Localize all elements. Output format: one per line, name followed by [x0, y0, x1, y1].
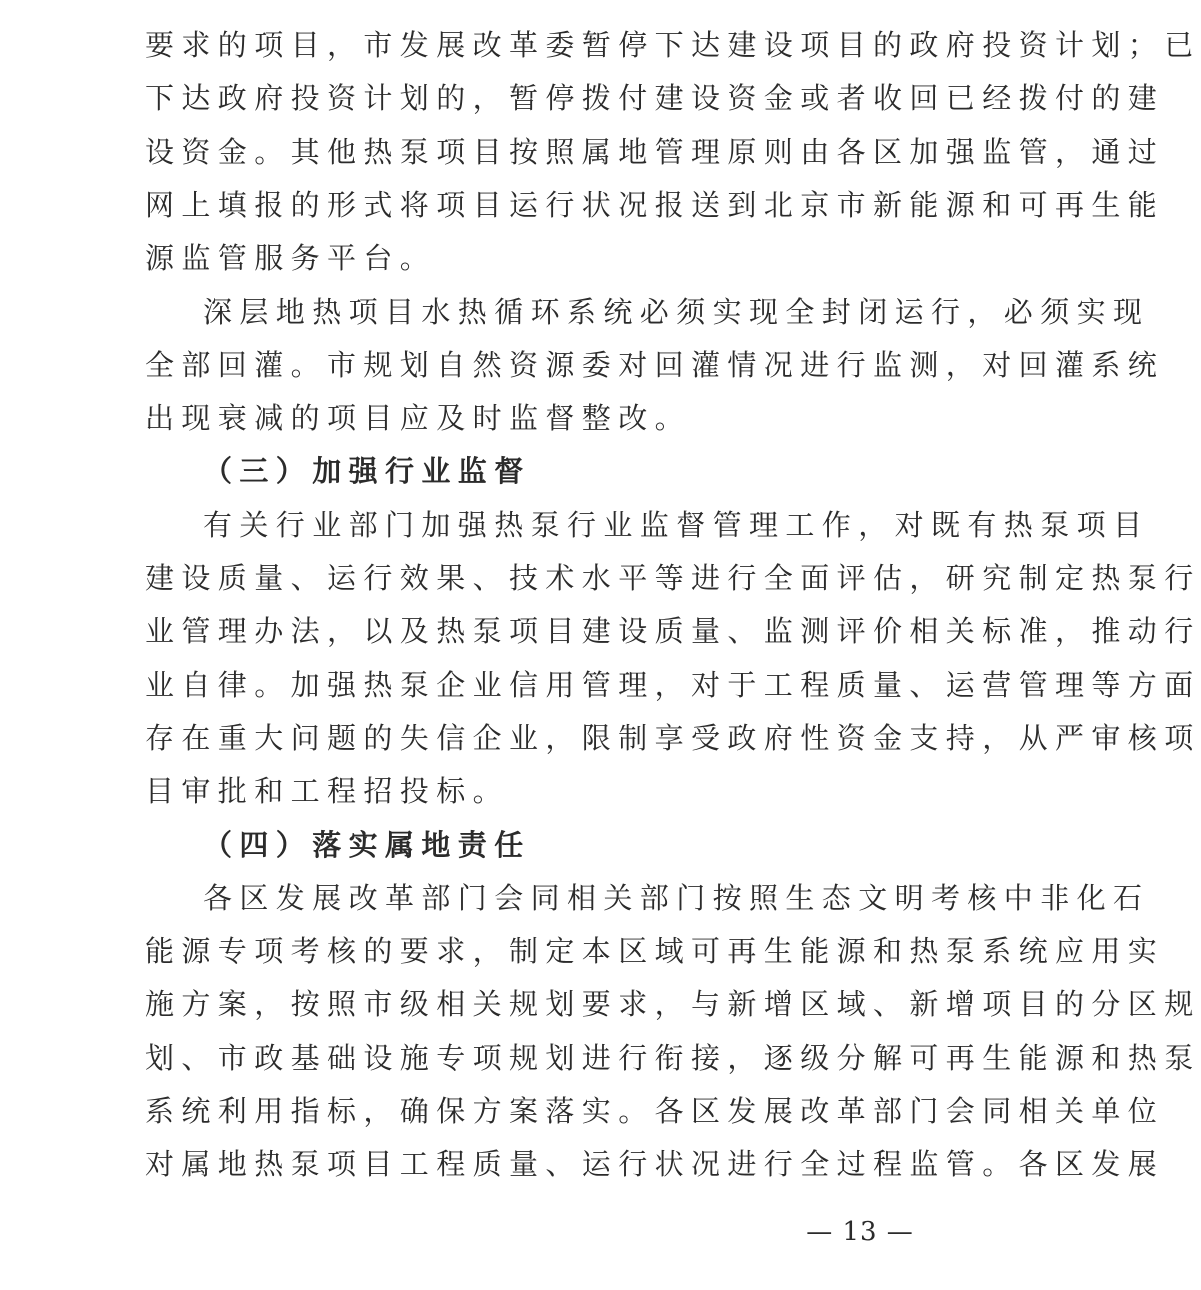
text-line: 对属地热泵项目工程质量、运行状况进行全过程监管。各区发展 [145, 1147, 1165, 1182]
text-line: 能源专项考核的要求，制定本区域可再生能源和热泵系统应用实 [145, 934, 1165, 969]
text-line: 设资金。其他热泵项目按照属地管理原则由各区加强监管，通过 [145, 134, 1165, 169]
text-line: 业自律。加强热泵企业信用管理，对于工程质量、运营管理等方面 [145, 667, 1201, 702]
text-line: 业管理办法，以及热泵项目建设质量、监测评价相关标准，推动行 [145, 614, 1201, 649]
text-line: 出现衰减的项目应及时监督整改。 [145, 401, 692, 436]
text-line: 划、市政基础设施专项规划进行衔接，逐级分解可再生能源和热泵 [145, 1040, 1201, 1075]
text-line: 系统利用指标，确保方案落实。各区发展改革部门会同相关单位 [145, 1094, 1165, 1128]
text-line: 全部回灌。市规划自然资源委对回灌情况进行监测，对回灌系统 [145, 347, 1165, 382]
text-line: 施方案，按照市级相关规划要求，与新增区域、新增项目的分区规 [145, 987, 1201, 1022]
text-line: 源监管服务平台。 [145, 241, 437, 276]
text-line: 下达政府投资计划的，暂停拨付建设资金或者收回已经拨付的建 [145, 81, 1165, 116]
text-line: 网上填报的形式将项目运行状况报送到北京市新能源和可再生能 [145, 187, 1165, 222]
text-line: 有关行业部门加强热泵行业监督管理工作，对既有热泵项目 [203, 507, 1150, 542]
text-line: 深层地热项目水热循环系统必须实现全封闭运行，必须实现 [203, 294, 1150, 329]
section-heading: （三）加强行业监督 [203, 454, 531, 489]
section-heading: （四）落实属地责任 [203, 827, 531, 862]
text-line: 要求的项目，市发展改革委暂停下达建设项目的政府投资计划；已 [145, 28, 1201, 62]
text-line: 存在重大问题的失信企业，限制享受政府性资金支持，从严审核项 [145, 720, 1201, 755]
text-line: 各区发展改革部门会同相关部门按照生态文明考核中非化石 [203, 880, 1150, 915]
text-line: 建设质量、运行效果、技术水平等进行全面评估，研究制定热泵行 [145, 561, 1201, 595]
page-number: — 13 — [806, 1217, 914, 1247]
text-line: 目审批和工程招投标。 [145, 774, 510, 809]
